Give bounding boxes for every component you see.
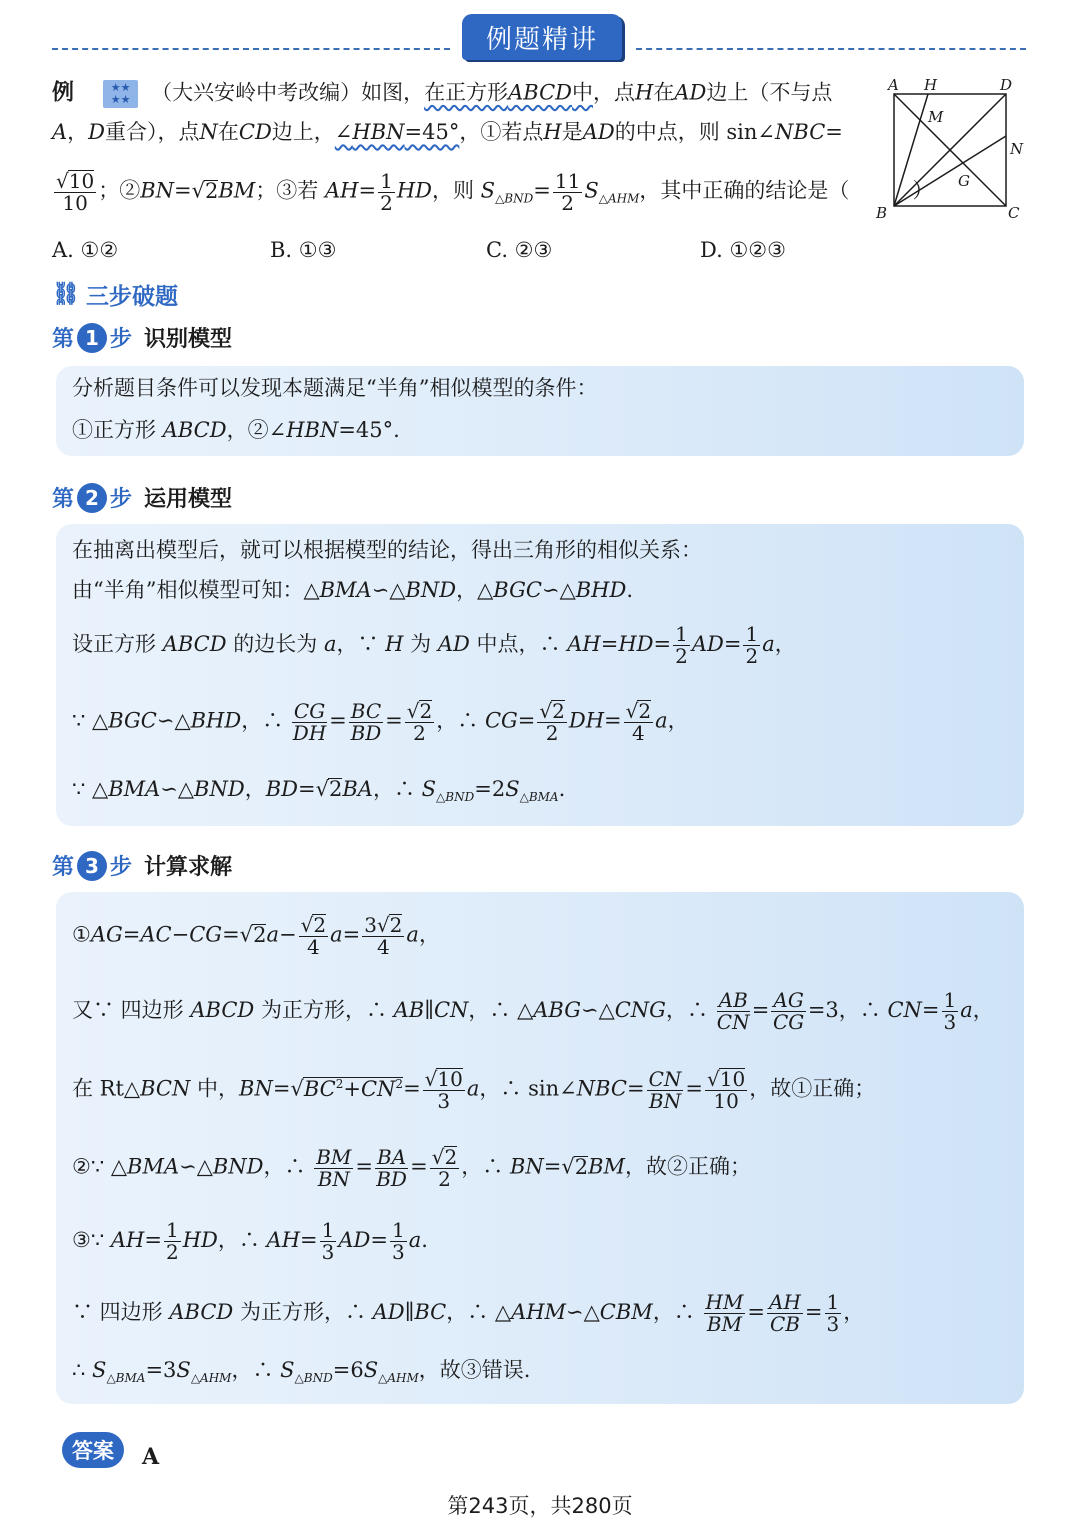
- step3-line-6: ∵ 四边形 ABCD 为正方形，∴ AD∥BC，∴ △AHM∽△CBM，∴ $\frac{HM}{BM}$ = $\frac{AH}{CB}$ = $\frac{1}{3}$ ，: [72, 1290, 865, 1336]
- figure-label-c: C: [1008, 204, 1020, 222]
- step-2-name: 运用模型: [144, 487, 233, 512]
- step3-line-5: ③∵ AH= $\frac{1}{2}$ HD，∴ AH= $\frac{1}{3}$ AD= $\frac{1}{3}$ a.: [72, 1218, 428, 1264]
- section-title: [52, 278, 178, 311]
- header-divider-right: [636, 48, 1026, 50]
- step3-line-3: 在 Rt△BCN 中，$BN=√BC^2+CN^2=$ $\frac{√10}{3}$ a，∴ sin∠NBC= $\frac{CN}{BN}$ = $\frac{√10}{10}$ ，故①正确；: [72, 1066, 876, 1113]
- step2-line-5: ∵ △BMA∽△BND，BD=√2BA，∴ $S_{\triangle BND}=2S_{\triangle BMA}$.: [72, 777, 566, 805]
- step1-line-1: 分析题目条件可以发现本题满足“半角”相似模型的条件：: [72, 376, 598, 400]
- problem-line-1: [52, 80, 832, 108]
- step2-line-2: 由“半角”相似模型可知：△BMA∽△BND，△BGC∽△BHD.: [72, 578, 633, 602]
- link-icon: ⛓: [52, 282, 80, 307]
- step-2-heading: 第 2 步 运用模型: [52, 482, 232, 513]
- step1-line-2: ①正方形 ABCD，②∠HBN=45°.: [72, 418, 400, 442]
- example-label: 例: [52, 80, 75, 106]
- header-divider-left: [52, 48, 450, 50]
- answer-badge: 答案: [62, 1432, 124, 1468]
- geometry-figure: [872, 74, 1032, 224]
- step-1-name: 识别模型: [144, 327, 233, 352]
- figure-label-d: D: [1000, 76, 1013, 94]
- figure-label-g: G: [958, 172, 970, 190]
- option-b: B. ①③: [270, 238, 337, 262]
- step-1-number: 1: [77, 323, 107, 353]
- step3-line-7: ∴ $S_{\triangle BMA}=3S_{\triangle AHM}$，∴ $S_{\triangle BND}=6S_{\triangle AHM}$，故③错误.: [72, 1358, 531, 1386]
- step-1-heading: 第 1 步 识别模型: [52, 322, 232, 353]
- option-d: D. ①②③: [700, 238, 786, 262]
- problem-text-1: （大兴安岭中考改编）如图，在正方形ABCD中，点H在AD边上（不与点: [151, 80, 833, 105]
- header-tab: [462, 14, 622, 60]
- option-c: C. ②③: [486, 238, 553, 262]
- figure-label-a: A: [888, 76, 899, 94]
- step-3-heading: 第 3 步 计算求解: [52, 850, 232, 881]
- difficulty-stars-icon: ★★ ★★: [103, 80, 139, 108]
- section-title-text: 三步破题: [85, 284, 178, 310]
- step3-line-2: 又∵ 四边形 ABCD 为正方形，∴ AB∥CN，∴ △ABG∽△CNG，∴ $\frac{AB}{CN}$ = $\frac{AG}{CG}$ =3，∴ CN= $\frac{1}{3}$ a，: [72, 988, 994, 1034]
- answer-value: A: [142, 1444, 160, 1470]
- step2-line-3: 设正方形 ABCD 的边长为 a，∵ H 为 AD 中点，∴ AH=HD= $\frac{1}{2}$ AD= $\frac{1}{2}$ a，: [72, 622, 796, 668]
- step-3-number: 3: [77, 851, 107, 881]
- figure-label-b: B: [876, 204, 888, 222]
- problem-line-2: A，D重合），点N在CD边上，∠HBN=45°，①若点H是AD的中点，则 sin∠NBC=: [52, 120, 843, 144]
- step2-line-1: 在抽离出模型后，就可以根据模型的结论，得出三角形的相似关系：: [72, 538, 702, 562]
- step-2-number: 2: [77, 483, 107, 513]
- header-tab-label: 例题精讲: [485, 24, 598, 55]
- step3-line-1: ①AG=AC−CG=√2a− $\frac{√2}{4}$ a= $\frac{3√2}{4}$ a，: [72, 913, 440, 959]
- step2-line-4: ∵ △BGC∽△BHD，∴ $\frac{CG}{DH}$ = $\frac{BC}{BD}$ = $\frac{√2}{2}$ ，∴ CG= $\frac{√2}{2}$ DH= $\frac{√2}{4}$ a，: [72, 698, 689, 745]
- figure-label-n: N: [1010, 140, 1024, 158]
- step-3-name: 计算求解: [144, 855, 233, 880]
- step3-line-4: ②∵ △BMA∽△BND，∴ $\frac{BM}{BN}$ = $\frac{BA}{BD}$ = $\frac{√2}{2}$ ，∴ BN=√2BM，故②正确；: [72, 1144, 752, 1191]
- problem-line-3: $\frac{√10}{10}$ ；②BN=√2BM；③若 AH= $\frac{1}{2}$ HD，则 $S_{\triangle BND}=$ $\frac{11}{2}$ $S_{\triangle AHM}$，其中正确的结论是（ ）: [56, 168, 934, 215]
- page-footer: 第243页，共280页: [447, 1494, 633, 1518]
- option-a: A. ①②: [52, 238, 119, 262]
- figure-label-h: H: [924, 76, 938, 94]
- figure-label-m: M: [928, 108, 944, 126]
